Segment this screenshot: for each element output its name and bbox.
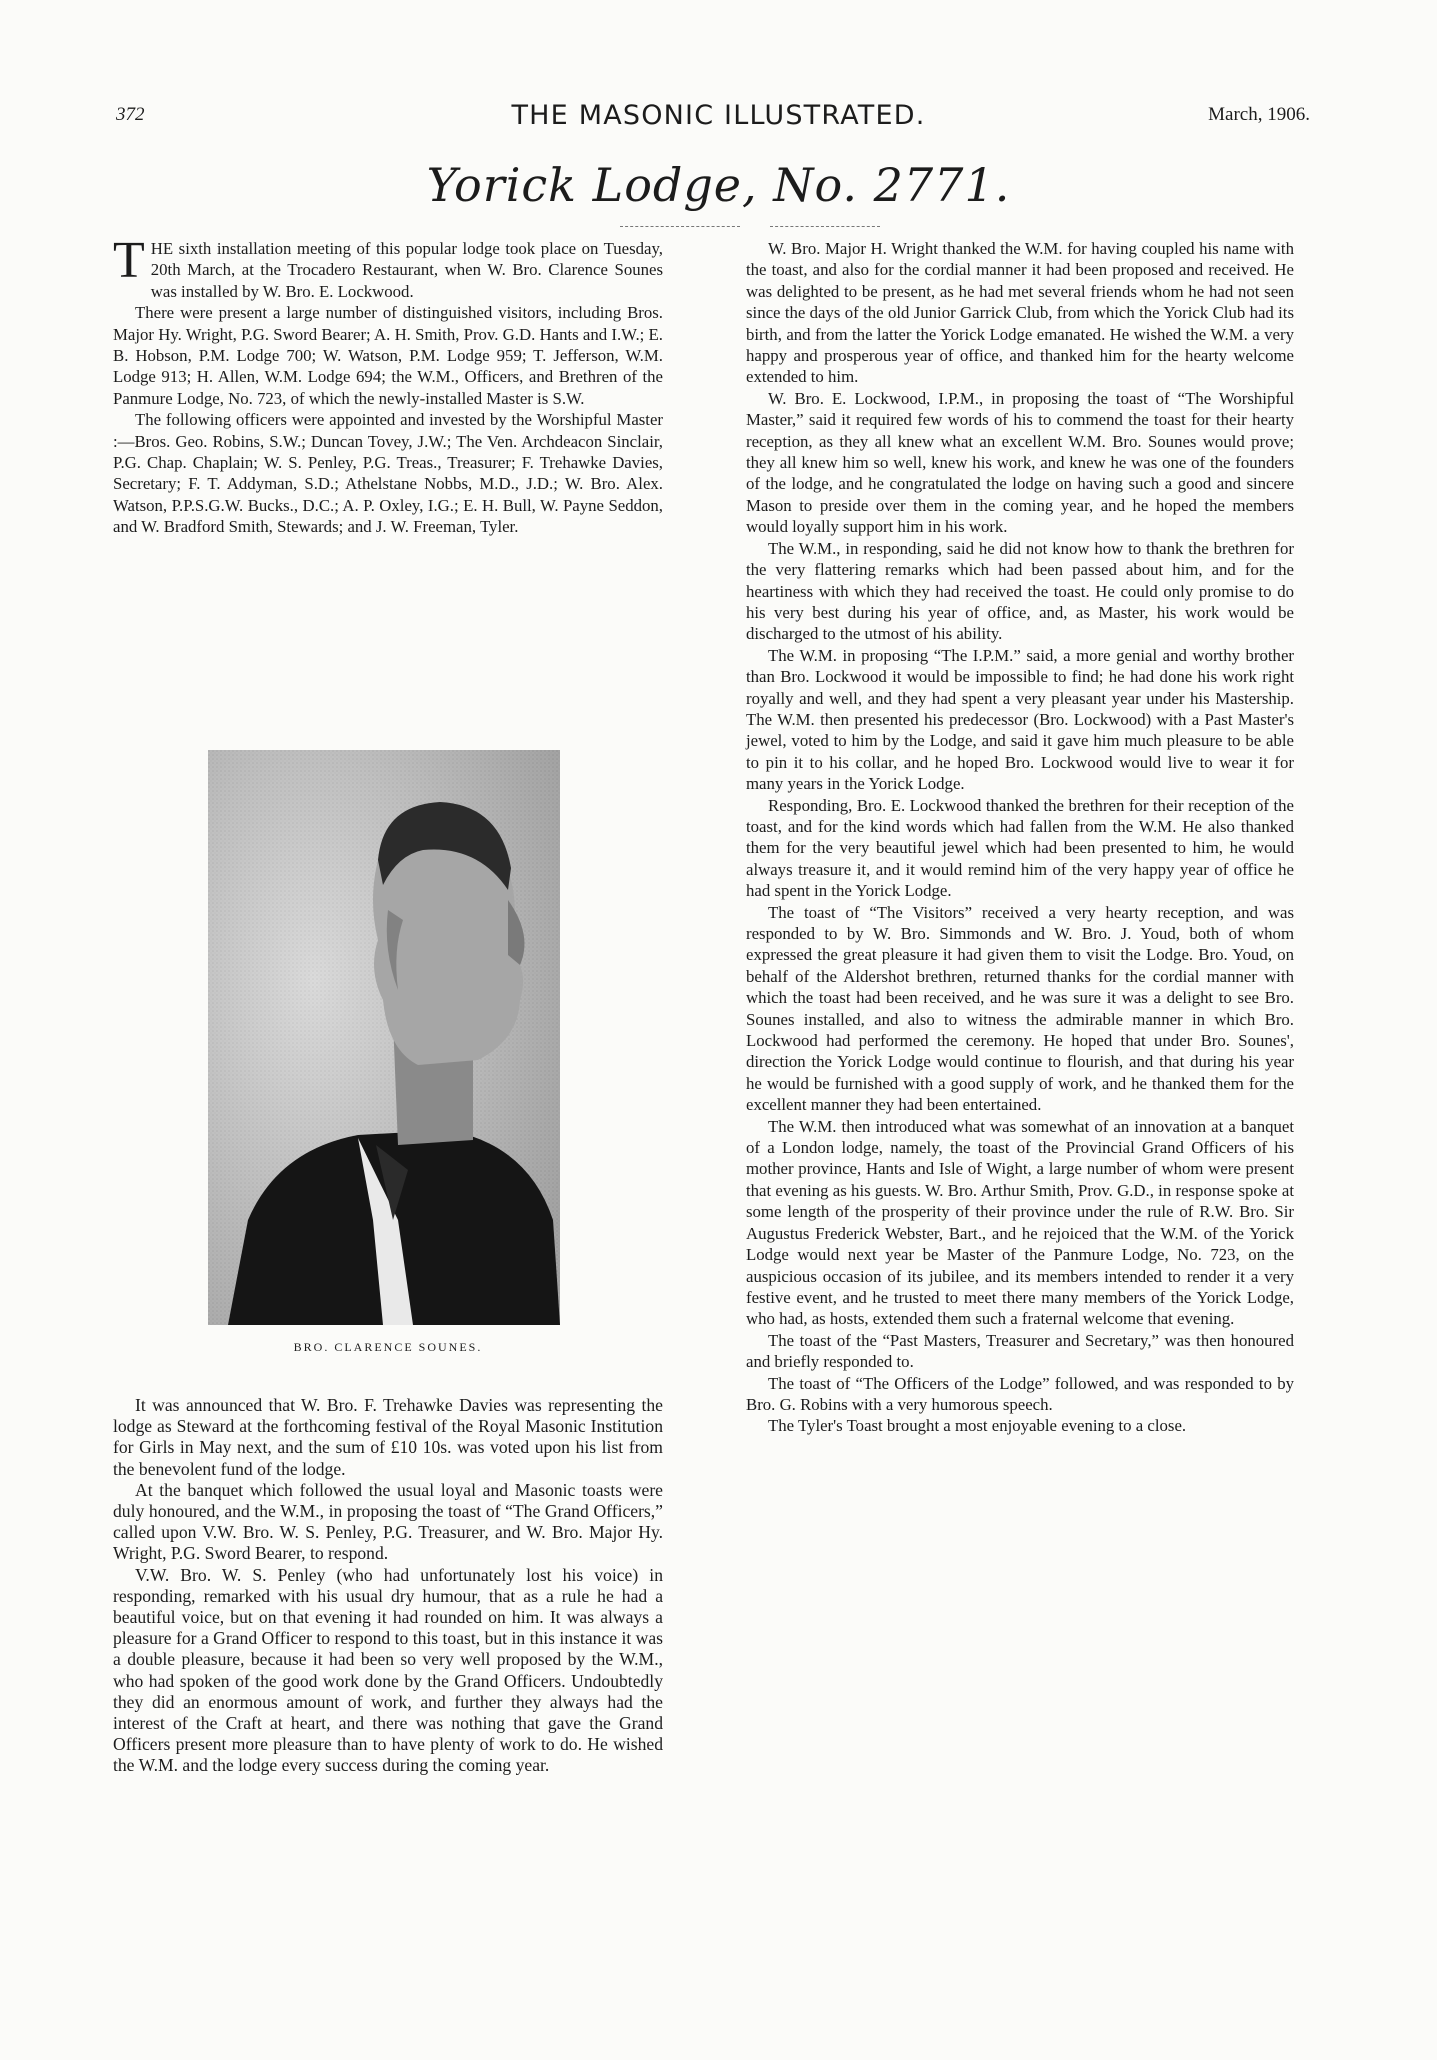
- portrait-image: [208, 750, 560, 1325]
- paragraph: The W.M. then introduced what was somewhat of an innovation at a banquet of a London lodge, namely, the toast of the Provincial Grand Officers of his mother province, Hants and Isle of Wight, a large number of whom were present that evening as his guests. W. Bro. Arthur Smith, Prov. G.D., in response spoke at some length of the prosperity of their province under the rule of R.W. Bro. Sir Augustus Frederick Webster, Bart., and he rejoiced that the W.M. of the Yorick Lodge would next year be Master of the Panmure Lodge, No. 723, on the auspicious occasion of its jubilee, and its members intended to render it a very festive event, and he trusted to meet there many members of the Yorick Lodge, who had, as hosts, extended them such a fraternal welcome that evening.: [746, 1116, 1294, 1329]
- title-rule-left: [620, 226, 740, 227]
- paragraph: Responding, Bro. E. Lockwood thanked the brethren for their reception of the toast, and for the kind words which had fallen from the W.M. He also thanked them for the very beautiful jewel which had been presented to him, he would always treasure it, and it would remind him of the very happy year of office he had spent in the Yorick Lodge.: [746, 795, 1294, 901]
- left-column-bottom: [113, 1395, 663, 1777]
- right-column: [746, 238, 1294, 1437]
- paragraph: The W.M. in proposing “The I.P.M.” said, a more genial and worthy brother than Bro. Lockwood it would be impossible to find; he had done his work right royally and well, and they had spent a very pleasant year under his Mastership. The W.M. then presented his predecessor (Bro. Lockwood) with a Past Master's jewel, voted to him by the Lodge, and said it gave him much pleasure to be able to pin it to his collar, and he hoped Bro. Lockwood would live to wear it for many years in the Yorick Lodge.: [746, 645, 1294, 794]
- page-header: [0, 100, 1437, 140]
- paragraph: There were present a large number of distinguished visitors, including Bros. Major Hy. Wright, P.G. Sword Bearer; A. H. Smith, Prov. G.D. Hants and I.W.; E. B. Hobson, P.M. Lodge 700; W. Watson, P.M. Lodge 959; T. Jefferson, W.M. Lodge 913; H. Allen, W.M. Lodge 694; the W.M., Officers, and Brethren of the Panmure Lodge, No. 723, of which the newly-installed Master is S.W.: [113, 303, 663, 408]
- paragraph: It was announced that W. Bro. F. Trehawke Davies was representing the lodge as Steward at the forthcoming festival of the Royal Masonic Institution for Girls in May next, and the sum of £10 10s. was voted upon his list from the benevolent fund of the lodge.: [113, 1395, 663, 1479]
- page-number: 372: [116, 104, 145, 125]
- photo-caption: BRO. CLARENCE SOUNES.: [293, 1340, 483, 1354]
- paragraph: V.W. Bro. W. S. Penley (who had unfortunately lost his voice) in responding, remarked with his usual dry humour, that as a rule he had a beautiful voice, but on that evening it had rounded on him. It was always a pleasure for a Grand Officer to respond to this toast, but in this instance it was a double pleasure, because it had been so very well proposed by the W.M., who had spoken of the good work done by the Grand Officers. Undoubtedly they did an enormous amount of work, and further they always had the interest of the Craft at heart, and there was nothing that gave the Grand Officers present more pleasure than to have plenty of work to do. He wished the W.M. and the lodge every success during the coming year.: [113, 1564, 663, 1776]
- paragraph: The following officers were appointed and invested by the Worshipful Master :—Bros. Geo. Robins, S.W.; Duncan Tovey, J.W.; The Ven. Archdeacon Sinclair, P.G. Chap. Chaplain; W. S. Penley, P.G. Treas., Treasurer; F. Trehawke Davies, Secretary; F. T. Addyman, S.D.; Athelstane Nobbs, M.D., J.D.; W. Bro. Alex. Watson, P.P.S.G.W. Bucks., D.C.; A. P. Oxley, I.G.; E. H. Bull, W. Payne Seddon, and W. Bradford Smith, Stewards; and J. W. Freeman, Tyler.: [113, 410, 663, 537]
- paragraph: W. Bro. E. Lockwood, I.P.M., in proposing the toast of “The Worshipful Master,” said it required few words of his to commend the toast for their hearty reception, as they all knew what an excellent W.M. Bro. Sounes would prove; they all knew him so well, knew his work, and knew he was one of the founders of the lodge, and he congratulated the lodge on having such a good and sincere Mason to preside over them in the coming year, and he hoped the members would loyally support him in his work.: [746, 388, 1294, 537]
- paragraph: At the banquet which followed the usual loyal and Masonic toasts were duly honoured, and the W.M., in proposing the toast of “The Grand Officers,” called upon V.W. Bro. W. S. Penley, P.G. Treasurer, and W. Bro. Major Hy. Wright, P.G. Sword Bearer, to respond.: [113, 1479, 663, 1564]
- drop-cap: T: [113, 232, 145, 289]
- paragraph: The Tyler's Toast brought a most enjoyable evening to a close.: [768, 1416, 1187, 1436]
- paragraph: The toast of the “Past Masters, Treasurer and Secretary,” was then honoured and briefly responded to.: [746, 1330, 1294, 1372]
- left-column-top: [113, 232, 663, 538]
- paragraph: The toast of “The Visitors” received a very hearty reception, and was responded to by W. Bro. Simmonds and W. Bro. J. Youd, both of whom expressed the great pleasure it had given them to visit the Lodge. Bro. Youd, on behalf of the Aldershot brethren, returned thanks for the cordial manner with which the toast had been received, and he was sure it was a delight to see Bro. Sounes installed, and also to witness the admirable manner in which Bro. Lockwood had performed the ceremony. He hoped that under Bro. Sounes', direction the Yorick Lodge would continue to flourish, and that during his year he would be furnished with a good supply of work, and he thanked them for the excellent manner they had been entertained.: [746, 902, 1294, 1115]
- paragraph: The W.M., in responding, said he did not know how to thank the brethren for the very flattering remarks which had been passed about him, and for the heartiness with which they had received the toast. He could only promise to do his very best during his year of office, and, as Master, his work would be discharged to the utmost of his ability.: [746, 538, 1294, 644]
- masthead: THE MASONIC ILLUSTRATED.: [511, 100, 926, 131]
- article-title: Yorick Lodge, No. 2771.: [426, 158, 1011, 212]
- paragraph: W. Bro. Major H. Wright thanked the W.M. for having coupled his name with the toast, and also for the cordial manner it had been proposed and received. He was delighted to be present, as he had met several friends whom he had not seen since the days of the old Junior Garrick Club, from which the Yorick Club had its birth, and from the latter the Yorick Lodge emanated. He wished the W.M. a very happy and prosperous year of office, and thanked him for the hearty welcome extended to him.: [746, 239, 1294, 387]
- paragraph: THE sixth installation meeting of this popular lodge took place on Tuesday, 20th March, at the Trocadero Restaurant, when W. Bro. Clarence Sounes was installed by W. Bro. E. Lockwood.: [113, 232, 663, 301]
- portrait-photo: [208, 750, 560, 1325]
- issue-date: March, 1906.: [1208, 104, 1310, 125]
- paragraph: The toast of “The Officers of the Lodge” followed, and was responded to by Bro. G. Robins with a very humorous speech.: [746, 1373, 1294, 1414]
- title-rule-right: [770, 226, 880, 227]
